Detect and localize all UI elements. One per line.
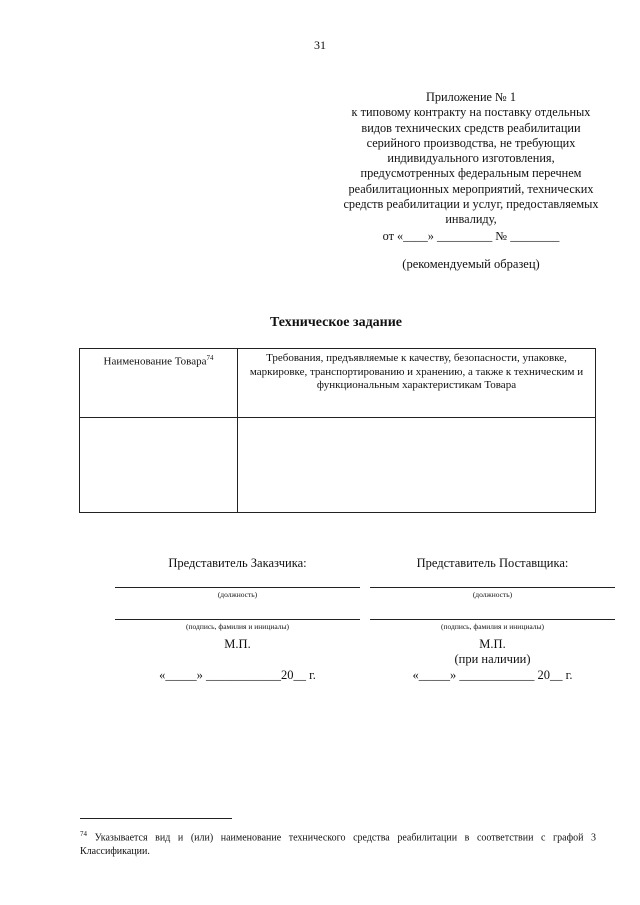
appendix-line: реабилитационных мероприятий, технических [348, 181, 594, 196]
customer-position-caption: (должность) [217, 590, 258, 599]
appendix-line: к типовому контракту на поставку отдельных [351, 105, 591, 120]
document-title: Техническое задание [269, 315, 402, 330]
footnote-divider [80, 818, 232, 819]
customer-signature-line[interactable] [115, 619, 360, 620]
footnote-number: 74 [80, 830, 87, 838]
supplier-date: «_____» ____________ 20__ г. [412, 668, 573, 682]
supplier-heading: Представитель Поставщика: [416, 556, 569, 570]
product-name-cell[interactable] [80, 418, 238, 513]
customer-heading: Представитель Заказчика: [168, 556, 307, 570]
table-header-cell [80, 349, 238, 418]
appendix-line: индивидуального изготовления, [387, 151, 555, 166]
table-header-row [80, 349, 596, 418]
supplier-signature-caption: (подпись, фамилия и инициалы) [440, 622, 545, 631]
footnote [80, 827, 596, 859]
appendix-line: предусмотренных федеральным перечнем [360, 166, 582, 181]
supplier-stamp-note: (при наличии) [454, 652, 531, 666]
appendix-line: видов технических средств реабилитации [361, 120, 581, 135]
product-name-header: Наименование Товара [103, 355, 207, 368]
supplier-stamp: М.П. [479, 637, 506, 651]
customer-position-line[interactable] [115, 587, 360, 588]
customer-stamp: М.П. [224, 637, 251, 651]
table-row [80, 418, 596, 513]
supplier-position-line[interactable] [370, 587, 615, 588]
supplier-signature-line[interactable] [370, 619, 615, 620]
specification-table [79, 348, 596, 513]
sample-note: (рекомендуемый образец) [402, 257, 540, 271]
footnote-text: Указывается вид и (или) наименование технического средства реабилитации в соответствии с графой 3 Классификации. [80, 832, 596, 858]
appendix-line: серийного производства, не требующих [366, 135, 576, 150]
appendix-line: инвалиду, [445, 212, 497, 227]
requirements-header: Требования, предъявляемые к качеству, безопасности, упаковке, маркировке, транспортированию и хранению, а также к техническим и функциональным характеристикам Товара [238, 349, 596, 418]
customer-date: «_____» ____________20__ г. [159, 668, 316, 682]
appendix-header [330, 90, 612, 244]
supplier-position-caption: (должность) [472, 590, 513, 599]
footnote-mark: 74 [206, 354, 214, 362]
appendix-line: средств реабилитации и услуг, предоставляемых [343, 197, 599, 212]
requirements-cell[interactable] [238, 418, 596, 513]
customer-signature-caption: (подпись, фамилия и инициалы) [185, 622, 290, 631]
appendix-title: Приложение № 1 [425, 90, 517, 104]
page-number: 31 [314, 38, 326, 52]
appendix-date-line: от «____» _________ № ________ [382, 228, 560, 243]
